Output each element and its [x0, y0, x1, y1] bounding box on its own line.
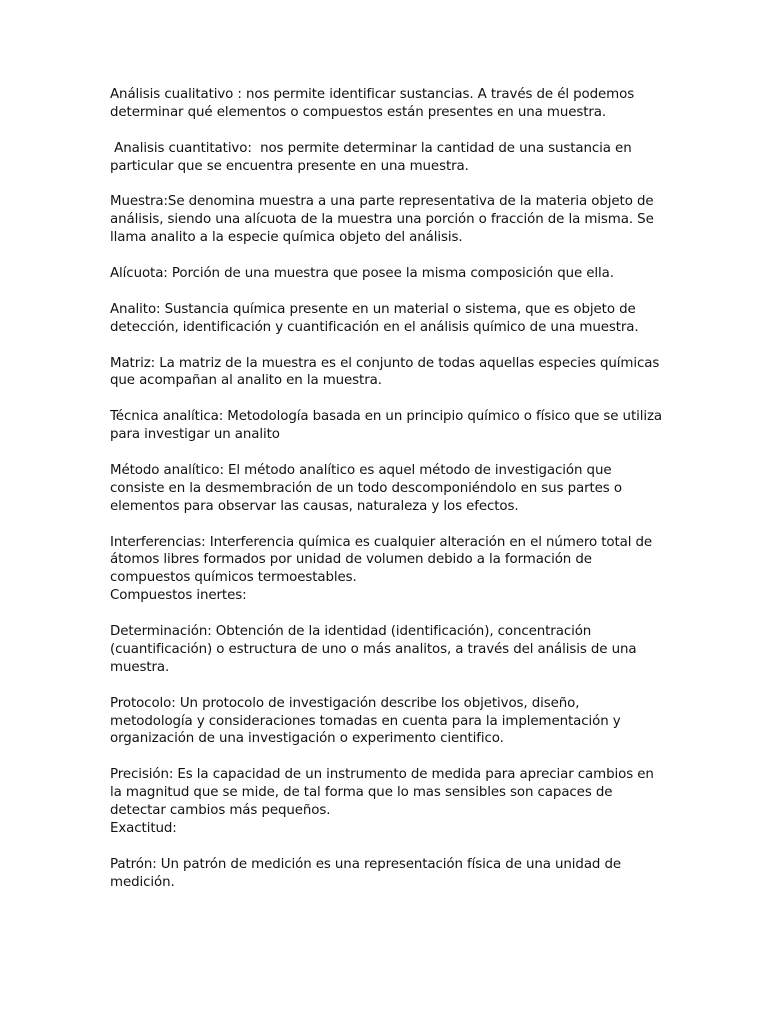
paragraph-tecnica-analitica: Técnica analítica: Metodología basada en un principio químico o físico que se utiliza para investigar un analito [110, 409, 667, 443]
paragraph-exactitud: Exactitud: [110, 820, 177, 836]
paragraph-muestra: Muestra:Se denomina muestra a una parte representativa de la materia objeto de análisis, siendo una alícuota de la muestra una porción o fracción de la misma. Se llama analito a la especie química objeto del análisis. [110, 194, 658, 246]
paragraph-compuestos-inertes: Compuestos inertes: [110, 588, 247, 604]
paragraph-alicuota: Alícuota: Porción de una muestra que posee la misma composición que ella. [110, 266, 614, 282]
paragraph-determinacion: Determinación: Obtención de la identidad (identificación), concentración (cuantificación) o estructura de uno o más analitos, a través del análisis de una muestra. [110, 624, 641, 675]
paragraph-analisis-cuantitativo: Analisis cuantitativo: nos permite determinar la cantidad de una sustancia en particular que se encuentra presente en una muestra. [110, 140, 636, 174]
paragraph-precision: Precisión: Es la capacidad de un instrumento de medida para apreciar cambios en la magnitud que se mide, de tal forma que lo mas sensibles son capaces de detectar cambios más pequeños. [110, 767, 658, 819]
paragraph-analito: Analito: Sustancia química presente en un material o sistema, que es objeto de detección, identificación y cuantificación en el análisis químico de una muestra. [110, 301, 640, 335]
document-body [110, 86, 667, 909]
paragraph-metodo-analitico: Método analítico: El método analítico es aquel método de investigación que consiste en la desmembración de un todo descomponiéndolo en sus partes o elementos para observar las causas, naturaleza y los efectos. [110, 462, 627, 514]
paragraph-interferencias: Interferencias: Interferencia química es cualquier alteración en el número total de átomos libres formados por unidad de volumen debido a la formación de compuestos químicos termoestables. [110, 534, 657, 586]
paragraph-protocolo: Protocolo: Un protocolo de investigación describe los objetivos, diseño, metodología y consideraciones tomadas en cuenta para la implementación y organización de una investigación o experimento cientifico. [110, 695, 625, 747]
paragraph-patron: Patrón: Un patrón de medición es una representación física de una unidad de medición. [110, 856, 626, 890]
paragraph-matriz: Matriz: La matriz de la muestra es el conjunto de todas aquellas especies químicas que acompañan al analito en la muestra. [110, 355, 664, 389]
paragraph-analisis-cualitativo: Análisis cualitativo : nos permite identificar sustancias. A través de él podemos determinar qué elementos o compuestos están presentes en una muestra. [110, 87, 639, 120]
